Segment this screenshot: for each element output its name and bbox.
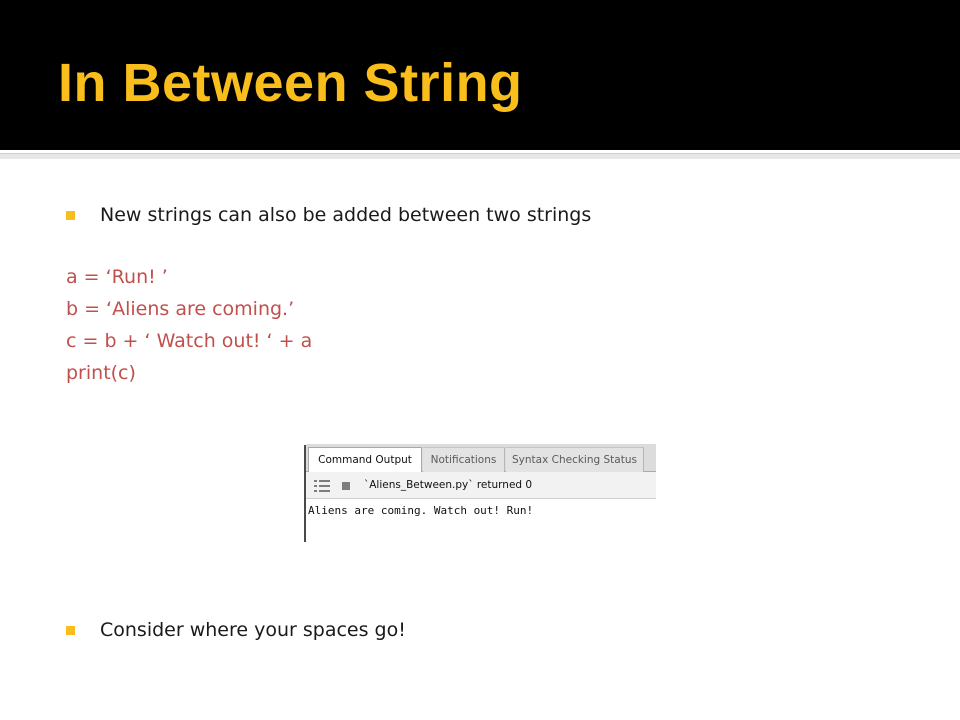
- output-toolbar: [306, 472, 656, 499]
- tab-syntax-checking-status[interactable]: Syntax Checking Status: [506, 447, 644, 472]
- tab-notifications[interactable]: Notifications: [423, 447, 505, 472]
- code-line: a = ‘Run! ’: [66, 266, 168, 288]
- square-bullet-icon: [66, 211, 75, 220]
- slide-title: In Between String: [58, 53, 523, 113]
- tab-command-output[interactable]: Command Output: [308, 447, 422, 472]
- code-line: b = ‘Aliens are coming.’: [66, 298, 295, 320]
- title-divider: [0, 153, 960, 159]
- run-status-text: `Aliens_Between.py` returned 0: [364, 479, 533, 491]
- code-line: c = b + ‘ Watch out! ‘ + a: [66, 330, 313, 352]
- program-output-line: Aliens are coming. Watch out! Run!: [308, 504, 534, 517]
- command-output-panel: [304, 441, 656, 542]
- list-icon[interactable]: [314, 479, 330, 493]
- code-line: print(c): [66, 362, 136, 384]
- bullet-text: Consider where your spaces go!: [100, 619, 406, 641]
- bullet-item: [66, 200, 591, 230]
- tab-strip: [306, 444, 656, 472]
- bullet-text: New strings can also be added between two strings: [100, 204, 592, 226]
- title-bar: [0, 0, 960, 150]
- stop-icon[interactable]: [342, 482, 350, 490]
- square-bullet-icon: [66, 626, 75, 635]
- bullet-item: [66, 615, 406, 645]
